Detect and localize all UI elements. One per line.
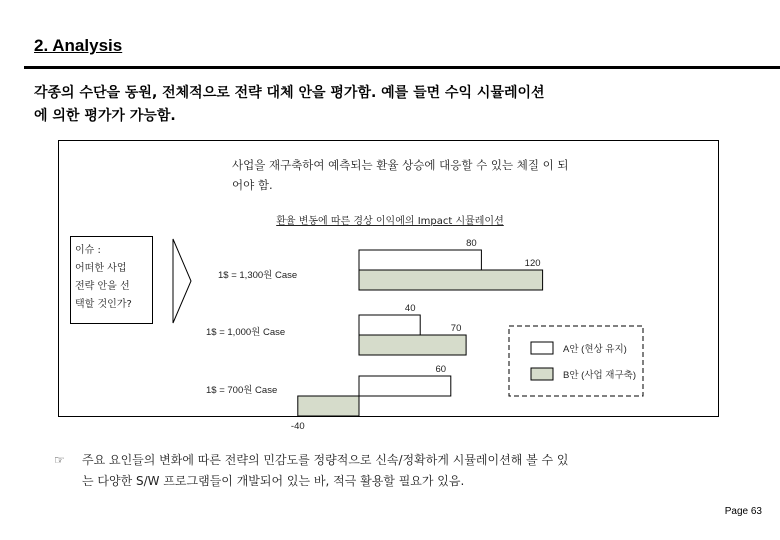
legend-label: A안 (현상 유지) [563, 344, 627, 355]
category-label: 1$ = 1,300원 Case [218, 270, 298, 281]
chart-title: 환율 변동에 따른 경상 이익에의 Impact 시뮬레이션 [276, 216, 504, 227]
issue-line-1: 이슈 : [75, 245, 101, 256]
bar-a [359, 315, 420, 335]
page-title: 2. Analysis [34, 36, 123, 55]
bar-b [359, 270, 543, 290]
bar-b [359, 335, 466, 355]
footer-note [54, 450, 700, 492]
issue-line-3: 전략 안을 선 [75, 281, 130, 292]
intro-line-1: 각종의 수단을 동원, 전체적으로 전략 대체 안을 평가함. 예를 들면 수익 시뮬레이션 [34, 85, 545, 101]
legend-swatch [531, 342, 553, 354]
footer-line-2: 는 다양한 S/W 프로그램들이 개발되어 있는 바, 적극 활용할 필요가 있음. [82, 474, 465, 488]
intro-line-2: 에 의한 평가가 가능함. [34, 108, 176, 124]
legend-label: B안 (사업 재구축) [563, 370, 637, 381]
category-label: 1$ = 1,000원 Case [206, 327, 286, 338]
data-label: -40 [290, 421, 305, 432]
footer-line-1: 주요 요인들의 변화에 따른 전략의 민감도를 정량적으로 신속/정확하게 시뮬레이션해 볼 수 있 [82, 453, 569, 467]
bar-a [359, 376, 451, 396]
premise-line-1: 사업을 재구축하여 예측되는 환율 상승에 대응할 수 있는 체질 이 되 [232, 158, 569, 172]
data-label: 120 [524, 258, 541, 269]
page-number: Page 63 [724, 506, 762, 517]
pointing-hand-icon: ☞ [54, 453, 65, 467]
bar-b [298, 396, 359, 416]
premise-line-2: 어야 함. [232, 178, 273, 192]
issue-line-4: 택할 것인가? [75, 299, 132, 310]
category-label: 1$ = 700원 Case [206, 385, 278, 396]
data-label: 60 [435, 364, 447, 375]
legend-box [509, 326, 643, 396]
data-label: 40 [404, 303, 416, 314]
issue-line-2: 어떠한 사업 [75, 263, 127, 274]
legend-swatch [531, 368, 553, 380]
bar-a [359, 250, 481, 270]
data-label: 80 [466, 238, 477, 249]
data-label: 70 [450, 323, 462, 334]
